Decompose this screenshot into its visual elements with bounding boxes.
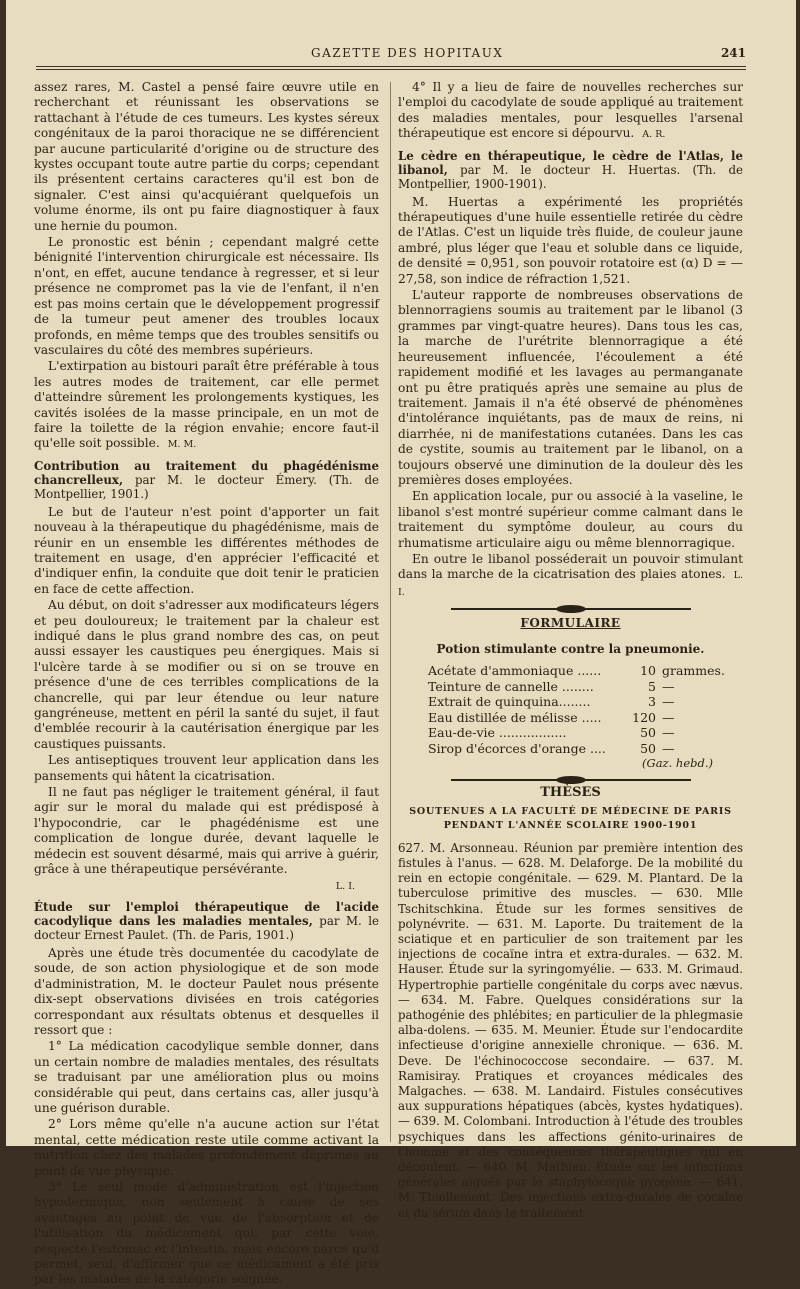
paragraph: assez rares, M. Castel a pensé faire œuvre utile en recherchant et réunissant les observations se rattachant à l'étude de ces tumeurs. Les kystes séreux congénitaux de la paroi thoracique ne se différencient par aucune particularité d'origine ou de structure des kystes occupant toute autre partie du corps; cependant ils présentent certains caracteres qu'il est bon de signaler. C'est ainsi qu'acquiérant quelquefois un volume énorme, ils ont pu faire diagnostiquer à faux une hernie du poumon.	[34, 80, 379, 233]
paragraph: Au début, on doit s'adresser aux modificateurs légers et peu douloureux; le traitement par la chaleur est indiqué dans le plus grand nombre des cas, on peut aussi essayer les caustiques peu énergiques. Mais si l'ulcère tarde à se modifier ou si on se trouve en présence d'une de ces terribles complications de la chancrelle, qui par leur étendue ou leur nature gangréneuse, mettent en péril la santé du sujet, il faut d'emblée recourir à la cautérisation énergique par les caustiques puissants.	[34, 598, 379, 751]
paragraph: Il ne faut pas négliger le traitement général, il faut agir sur le moral du malade qui est prédisposé à l'hypocondrie, car le phagédénisme est une complication de longue durée, devant laquelle le médecin est souvent désarmé, mais qui arrive à guérir, grâce à une thérapeutique persévérante.	[34, 785, 379, 877]
formula-row	[428, 663, 742, 679]
page-header	[46, 46, 746, 66]
header-rule	[36, 66, 746, 67]
formula-source: (Gaz. hebd.)	[642, 756, 713, 770]
theses-subtitle-line: SOUTENUES A LA FACULTÉ DE MÉDECINE DE PARIS	[409, 805, 732, 817]
paragraph: 2° Lors même qu'elle n'a aucune action sur l'état mental, cette médication reste utile comme activant la nutrition chez des malades profondément déprimés au point de vue physique.	[34, 1117, 379, 1178]
article-title: Le cèdre en thérapeutique, le cèdre de l'Atlas, le libanol,	[398, 148, 743, 177]
paragraph	[398, 552, 743, 600]
left-column	[34, 80, 379, 1289]
paragraph: L'auteur rapporte de nombreuses observations de blennorragiens soumis au traitement par le libanol (3 grammes par vingt-quatre heures). Dans tous les cas, la marche de l'urétrite blennorragique a été heureusement influencée, l'écoulement a été rapidement modifié et les lavages au permanganate ont pu être pratiqués après une semaine au plus de traitement. Jamais il n'a été observé de phénomènes d'intolérance inquiétants, pas de maux de reins, ni diarrhée, ni de manifestations cutanées. Dans les cas de cystite, soumis au traitement par le libanol, on a toujours observé une diminution de la douleur dès les premières doses employées.	[398, 288, 743, 487]
ingredient-unit: —	[662, 709, 675, 725]
ingredient-unit: grammes.	[662, 663, 725, 678]
theses-subtitle	[398, 805, 743, 833]
formula-row	[428, 710, 742, 726]
paragraph-text: En outre le libanol posséderait un pouvoir stimulant dans la marche de la cicatrisation des plaies atones.	[398, 551, 743, 582]
ingredient-quantity: 10	[640, 663, 656, 678]
ingredient-unit: —	[662, 678, 675, 694]
article-heading	[398, 149, 743, 191]
paragraph	[398, 80, 743, 143]
paragraph	[34, 359, 379, 452]
formula-row	[428, 741, 742, 757]
theses-subtitle-line: PENDANT L'ANNÉE SCOLAIRE 1900-1901	[443, 819, 698, 831]
article-title: Contribution au traitement du phagédénisme chancrelleux,	[34, 458, 379, 487]
right-column	[398, 80, 743, 1222]
paragraph: Les antiseptiques trouvent leur application dans les pansements qui hâtent la cicatrisation.	[34, 753, 379, 783]
paragraph: M. Huertas a expérimenté les propriétés thérapeutiques d'une huile essentielle retirée du cèdre de l'Atlas. C'est un liquide très fluide, de couleur jaune ambré, plus léger que l'eau et soluble dans ce liquide, de densité = 0,951, son pouvoir rotatoire est (α) D = — 27,58, son indice de réfraction 1,521.	[398, 194, 743, 286]
header-rule-double	[36, 69, 746, 70]
ingredient-unit: —	[662, 740, 675, 756]
formula-title: Potion stimulante contre la pneumonie.	[436, 641, 705, 656]
ingredient-name: Teinture de cannelle ........	[428, 678, 594, 694]
paragraph: Après une étude très documentée du cacodylate de soude, de son action physiologique et de son mode d'administration, M. le docteur Paulet nous présente dix-sept observations divisées en trois catégories correspondant aux résultats obtenus et desquelles il ressort que :	[34, 945, 379, 1037]
ingredient-quantity: 3	[648, 694, 656, 709]
paragraph: Le pronostic est bénin ; cependant malgré cette bénignité l'intervention chirurgicale est nécessaire. Ils n'ont, en effet, aucune tendance à regresser, et si leur présence ne compromet pas la vie de l'enfant, il n'en est pas moins certain que le développement progressif de la tumeur peut amener des troubles locaux profonds, en même temps que des troubles sensitifs ou vasculaires du côté des membres supérieurs.	[34, 235, 379, 357]
newspaper-page	[6, 0, 796, 1287]
paragraph: 3° Le seul mode d'administration est l'injection hypodermique, non seulement à cause de ses avantages au point de vue de l'absorption et de l'utilisation du médicament qui, par cette voie, respecte l'estomac et l'intestin, mais encore parce qu'il permet, seul, d'affirmer que ce médicament a été pris par les malades de la catégorie soignée.	[34, 1180, 379, 1287]
column-divider	[390, 82, 391, 1142]
author-initials: L. I.	[335, 880, 355, 892]
paragraph-text: L'extirpation au bistouri paraît être préférable à tous les autres modes de traitement, car elle permet d'atteindre sûrement les prolongements kystiques, les cavités isolées de la masse principale, en un mot de faire la toilette de la région envahie; encore faut-il qu'elle soit possible.	[34, 359, 379, 451]
section-title-formulaire: FORMULAIRE	[520, 616, 621, 631]
ingredient-name: Eau distillée de mélisse .....	[428, 709, 602, 725]
ingredient-quantity: 50	[640, 740, 656, 756]
journal-title: GAZETTE DES HOPITAUX	[311, 46, 504, 60]
page-number: 241	[720, 46, 746, 60]
ingredient-quantity: 120	[632, 709, 656, 725]
formula-row	[428, 725, 742, 741]
author-initials: A. R.	[642, 129, 666, 141]
paragraph: 1° La médication cacodylique semble donner, dans un certain nombre de maladies mentales, des résultats se traduisant par une amélioration plus ou moins considérable qui peut, dans certains cas, aller jusqu'à une guérison durable.	[34, 1039, 379, 1115]
article-title: Étude sur l'emploi thérapeutique de l'acide cacodylique dans les maladies mentales,	[34, 899, 379, 928]
paragraph: Le but de l'auteur n'est point d'apporter un fait nouveau à la thérapeutique du phagédénisme, mais de réunir en un ensemble les différentes méthodes de traitement en usage, d'en apprécier l'efficacité et d'indiquer enfin, la conduite que doit tenir le praticien en face de cette affection.	[34, 504, 379, 596]
ingredient-unit: —	[662, 725, 675, 740]
section-ornament	[451, 779, 691, 781]
ingredient-name: Sirop d'écorces d'orange ....	[428, 740, 606, 756]
formula-row	[428, 679, 742, 695]
formula-table	[428, 663, 742, 756]
theses-list: 627. M. Arsonneau. Réunion par première intention des fistules à l'anus. — 628. M. Delaforge. De la mobilité du rein en ectopie congénitale. — 629. M. Plantard. De la tuberculose primitive des muscles. — 630. Mlle Tschitschkina. Étude sur les formes sensitives de polynévrite. — 631. M. Laporte. Du traitement de la sciatique et en particulier de son traitement par les injections de cocaïne intra et extra-durales. — 632. M. Hauser. Étude sur la syringomyélie. — 633. M. Grimaud. Hypertrophie partielle congénitale du corps avec nævus. — 634. M. Fabre. Quelques considérations sur la pathogénie des phlébites; en particulier de la phlegmasie alba-dolens. — 635. M. Meunier. Étude sur l'endocardite infectieuse d'origine annexielle chronique. — 636. M. Deve. De l'échinococcose secondaire. — 637. M. Ramisiray. Pratiques et croyances médicales des Malgaches. — 638. M. Landaird. Fistules consécutives aux suppurations hépatiques (abcès, kystes hydatiques). — 639. M. Colombani. Introduction à l'étude des troubles psychiques dans les affections génito-urinaires de l'homme et des conséquences thérapeutiques qui en découlent. — 640. M. Mathieu. Étude sur les infections générales aiguës par le staphylocoque pyogène. — 641. M. Thiellement. Des injections extra-durales de cocaïne et du sérum dans le traitement	[398, 840, 743, 1220]
ingredient-quantity: 50	[640, 725, 656, 740]
article-meta: par M. le docteur Ernest Paulet. (Th. de Paris, 1901.)	[34, 913, 379, 942]
paragraph: En application locale, pur ou associé à la vaseline, le libanol s'est montré supérieur comme calmant dans le traitement du symptôme douleur, au cours du rhumatisme articulaire aigu ou même blennorragique.	[398, 489, 743, 550]
article-heading	[34, 900, 379, 942]
section-ornament	[451, 608, 691, 610]
ingredient-name: Acétate d'ammoniaque ......	[428, 663, 602, 678]
article-meta: par M. le docteur Émery. (Th. de Montpellier, 1901.)	[34, 472, 379, 501]
author-initials: L. I.	[398, 570, 743, 598]
article-heading	[34, 459, 379, 501]
formula-row	[428, 694, 742, 710]
ingredient-quantity: 5	[648, 678, 656, 694]
ingredient-name: Eau-de-vie .................	[428, 725, 567, 740]
author-initials: M. M.	[167, 439, 197, 451]
section-title-theses: THÈSES	[540, 785, 601, 801]
ingredient-unit: —	[662, 694, 675, 709]
article-meta: par M. le docteur H. Huertas. (Th. de Montpellier, 1900-1901).	[398, 162, 743, 191]
paragraph-text: 4° Il y a lieu de faire de nouvelles recherches sur l'emploi du cacodylate de soude appliqué au traitement des maladies mentales, pour lesquelles l'arsenal thérapeutique est encore si dépourvu.	[398, 80, 743, 141]
ingredient-name: Extrait de quinquina........	[428, 694, 591, 709]
